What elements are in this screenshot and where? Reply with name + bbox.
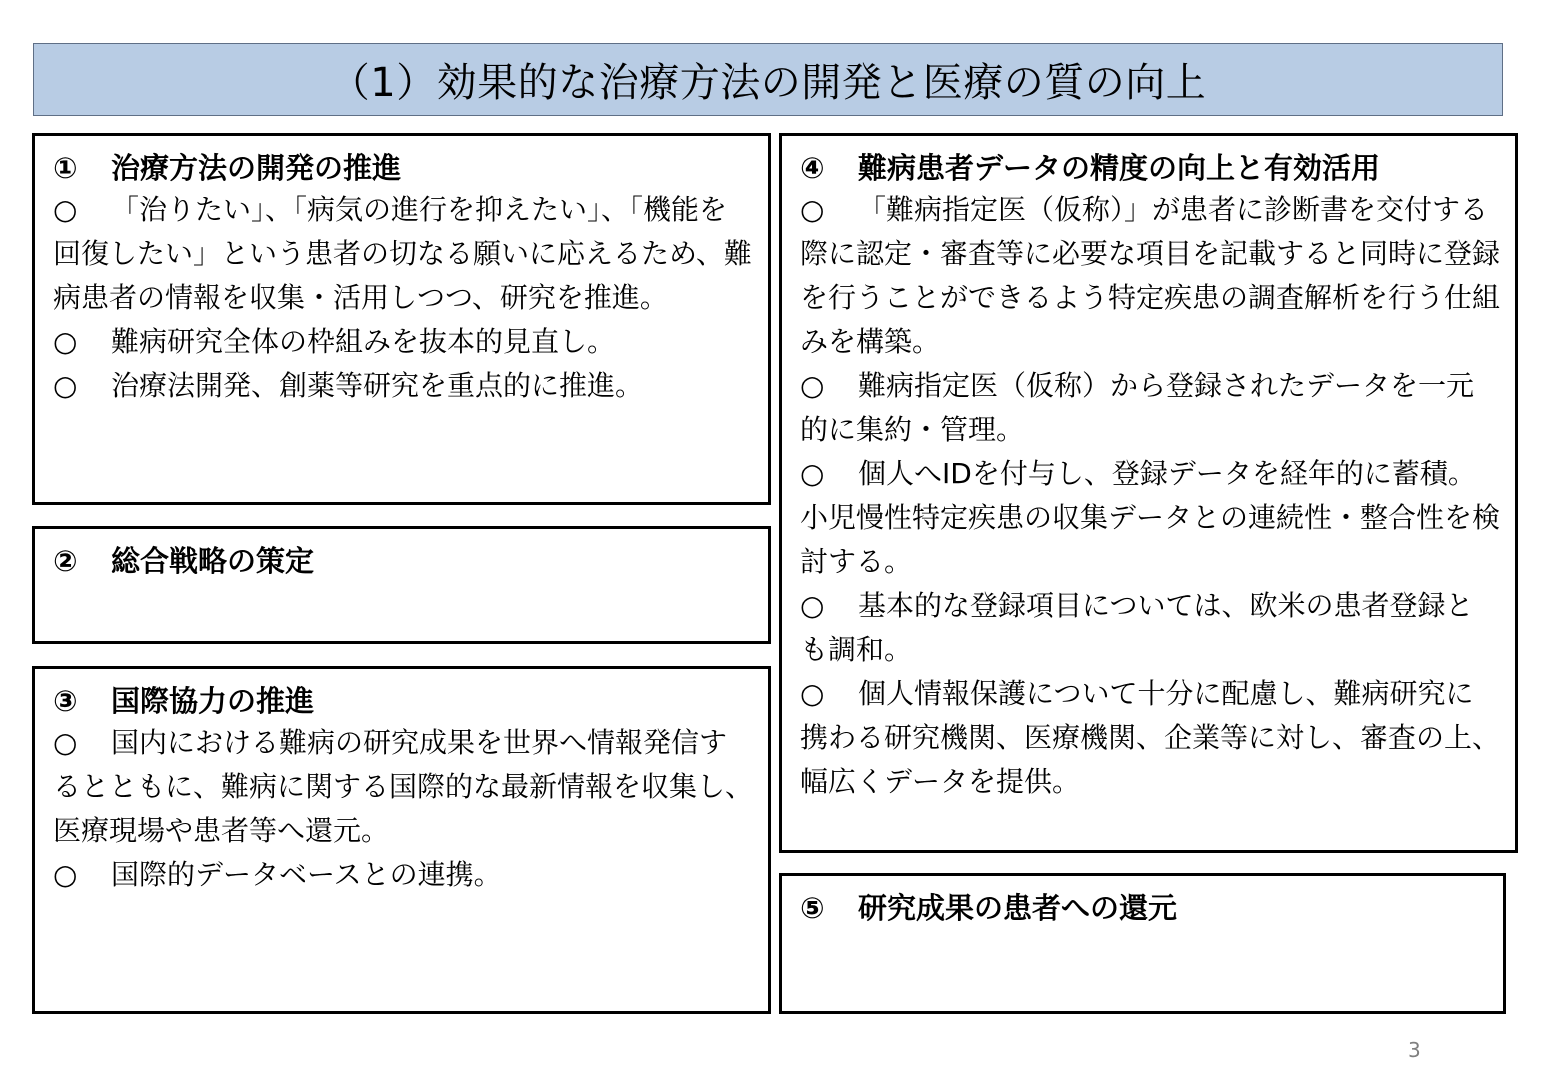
item-list [53, 721, 754, 897]
heading-text: 総合戦略の策定 [111, 544, 315, 578]
heading-text: 難病患者データの精度の向上と有効活用 [858, 151, 1381, 185]
bullet-circle-icon: ○ [53, 325, 78, 358]
bullet-circle-icon: ○ [800, 677, 825, 710]
circled-number-5: ⑤ [800, 891, 825, 925]
box-patient-data [779, 133, 1518, 853]
page-title: （1）効果的な治療方法の開発と医療の質の向上 [33, 43, 1503, 116]
box-heading [53, 148, 754, 188]
item-list [53, 188, 754, 408]
list-item: ○ 基本的な登録項目については、欧米の患者登録とも調和。 [800, 584, 1501, 672]
list-item: ○ 国際的データベースとの連携。 [53, 853, 754, 897]
bullet-circle-icon: ○ [53, 858, 78, 891]
heading-text: 研究成果の患者への還元 [858, 891, 1178, 925]
list-item: ○ 難病指定医（仮称）から登録されたデータを一元的に集約・管理。 [800, 364, 1501, 452]
list-item: ○ 「治りたい」、「病気の進行を抑えたい」、「機能を回復したい」という患者の切なる願いに応えるため、難病患者の情報を収集・活用しつつ、研究を推進。 [53, 188, 754, 320]
box-research-results-return [779, 873, 1506, 1014]
heading-text: 国際協力の推進 [111, 684, 315, 718]
heading-text: 治療方法の開発の推進 [111, 151, 402, 185]
bullet-circle-icon: ○ [800, 369, 825, 402]
circled-number-4: ④ [800, 151, 825, 185]
list-item: ○ 難病研究全体の枠組みを抜本的見直し。 [53, 320, 754, 364]
box-treatment-development [32, 133, 771, 505]
bullet-circle-icon: ○ [53, 726, 78, 759]
box-comprehensive-strategy [32, 526, 771, 644]
box-international-cooperation [32, 666, 771, 1014]
bullet-circle-icon: ○ [800, 193, 825, 226]
box-heading [800, 888, 1489, 928]
box-heading [53, 541, 754, 581]
bullet-circle-icon: ○ [53, 369, 78, 402]
list-item: ○ 個人情報保護について十分に配慮し、難病研究に携わる研究機関、医療機関、企業等に対し、審査の上、幅広くデータを提供。 [800, 672, 1501, 804]
bullet-circle-icon: ○ [800, 457, 825, 490]
list-item: ○ 「難病指定医（仮称）」が患者に診断書を交付する際に認定・審査等に必要な項目を記載すると同時に登録を行うことができるよう特定疾患の調査解析を行う仕組みを構築。 [800, 188, 1501, 364]
circled-number-2: ② [53, 544, 78, 578]
box-heading [800, 148, 1501, 188]
bullet-circle-icon: ○ [800, 589, 825, 622]
page-number: 3 [1408, 1038, 1421, 1062]
circled-number-3: ③ [53, 684, 78, 718]
list-item: ○ 国内における難病の研究成果を世界へ情報発信するとともに、難病に関する国際的な最新情報を収集し、医療現場や患者等へ還元。 [53, 721, 754, 853]
item-list [800, 188, 1501, 804]
box-heading [53, 681, 754, 721]
list-item: ○ 個人へIDを付与し、登録データを経年的に蓄積。小児慢性特定疾患の収集データとの連続性・整合性を検討する。 [800, 452, 1501, 584]
bullet-circle-icon: ○ [53, 193, 78, 226]
list-item: ○ 治療法開発、創薬等研究を重点的に推進。 [53, 364, 754, 408]
circled-number-1: ① [53, 151, 78, 185]
